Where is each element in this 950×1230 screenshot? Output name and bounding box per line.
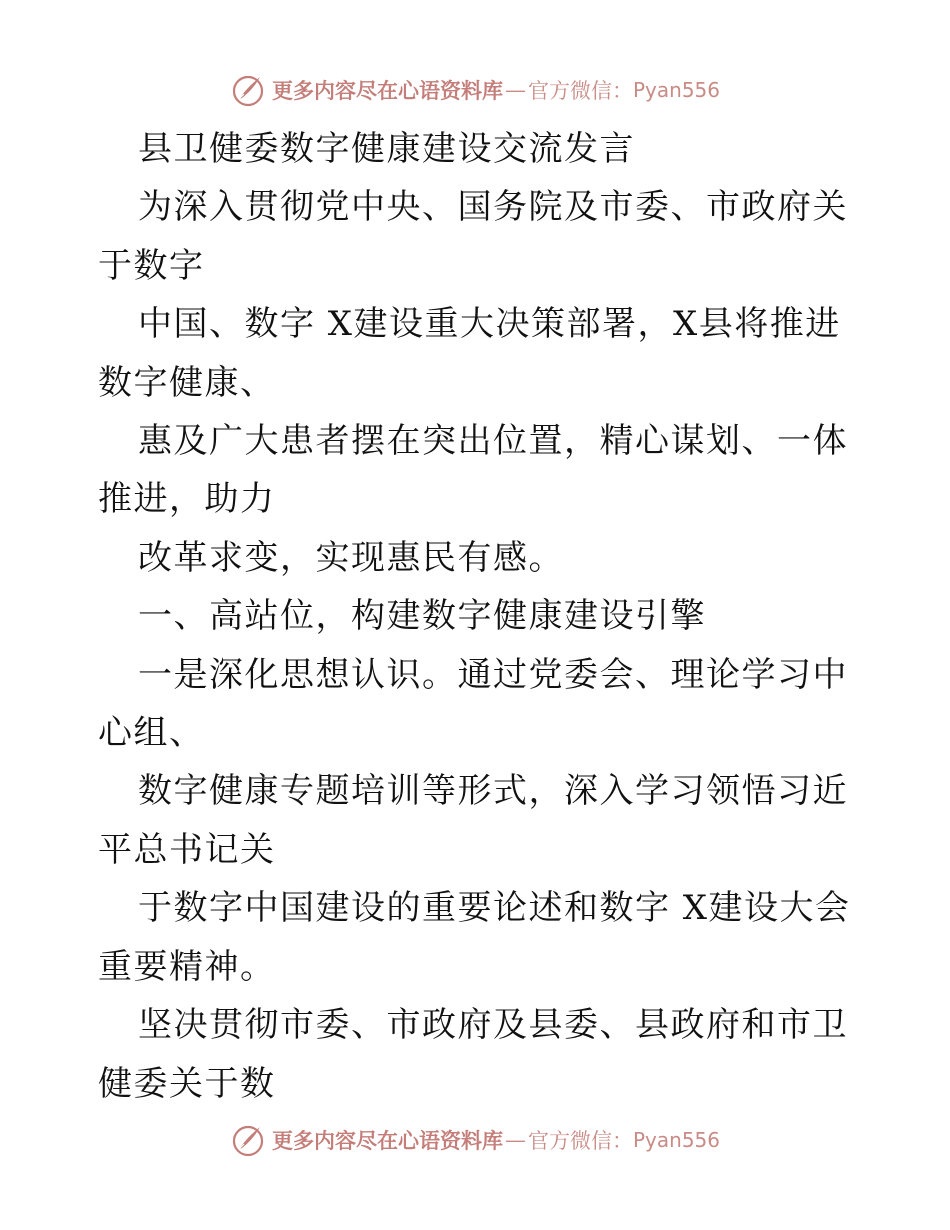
watermark-wechat-label: 官方微信： <box>527 1129 633 1153</box>
paragraph: 惠及广大患者摆在突出位置，精心谋划、一体推进，助力 <box>98 421 848 520</box>
watermark-dash: — <box>504 1128 526 1152</box>
watermark-dash: — <box>504 78 526 102</box>
quill-pen-icon <box>230 1122 266 1158</box>
paragraph: 为深入贯彻党中央、国务院及市委、市政府关于数字 <box>98 187 848 286</box>
quill-pen-icon <box>230 72 266 108</box>
paragraph: 于数字中国建设的重要论述和数字 X建设大会重要精神。 <box>98 888 851 987</box>
section-heading: 一、高站位，构建数字健康建设引擎 <box>138 596 706 637</box>
watermark-site-name: 更多内容尽在心语资料库 <box>271 78 503 103</box>
watermark-wechat-id: Pyan556 <box>632 78 720 102</box>
paragraph: 改革求变，实现惠民有感。 <box>138 537 564 578</box>
watermark-wechat-label: 官方微信： <box>527 79 633 103</box>
paragraph: 中国、数字 X建设重大决策部署，X县将推进数字健康、 <box>98 304 841 403</box>
watermark-site-name: 更多内容尽在心语资料库 <box>271 1128 503 1153</box>
paragraph: 坚决贯彻市委、市政府及县委、县政府和市卫健委关于数 <box>98 1005 848 1104</box>
paragraph: 数字健康专题培训等形式，深入学习领悟习近平总书记关 <box>98 771 848 870</box>
header-watermark <box>0 72 950 108</box>
watermark-wechat-id: Pyan556 <box>632 1128 720 1152</box>
document-title: 县卫健委数字健康建设交流发言 <box>138 129 635 169</box>
document-body <box>98 120 858 1113</box>
paragraph: 一是深化思想认识。通过党委会、理论学习中心组、 <box>98 654 848 754</box>
footer-watermark <box>0 1122 950 1158</box>
